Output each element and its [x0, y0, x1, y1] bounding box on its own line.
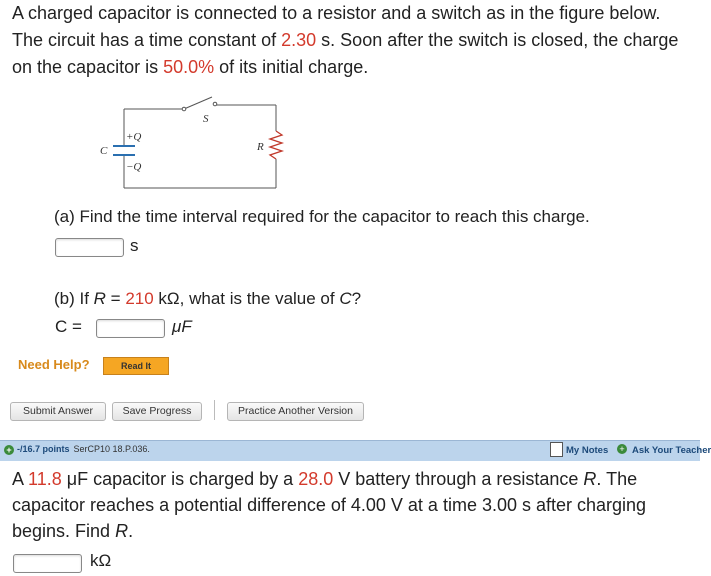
problem-code: SerCP10 18.P.036.: [73, 444, 150, 454]
part-b-question: [54, 289, 361, 309]
save-progress-button[interactable]: Save Progress: [112, 402, 202, 421]
part-b-text-3: ?: [351, 289, 362, 308]
ask-your-teacher-link[interactable]: Ask Your Teacher: [632, 445, 711, 456]
resistance-value: 210: [125, 289, 154, 308]
charge-percent-value: 50.0%: [163, 57, 215, 77]
intro-text-3: of its initial charge.: [214, 57, 369, 77]
time-constant-value: 2.30: [281, 30, 317, 50]
problem-2-answer-input[interactable]: [13, 554, 82, 573]
button-divider: [214, 400, 215, 420]
intro-text-2: s. Soon after the switch is closed, the charge on the capacitor is: [12, 30, 679, 77]
problem-statement: [12, 0, 692, 81]
resistor: [270, 131, 282, 159]
switch-blade: [184, 97, 212, 109]
my-notes-link[interactable]: My Notes: [566, 445, 609, 456]
problem-2-statement: A 11.8 μF capacitor is charged by a 28.0 V battery through a resistance R. The capacitor reaches a potential difference of 4.00 V at a time 3.00 s after charging begins. Find R.: [12, 469, 647, 541]
part-b-c-symbol: C: [339, 289, 352, 308]
problem-2-unit: kΩ: [90, 551, 112, 570]
part-b-text-2: kΩ, what is the value of: [153, 289, 340, 308]
part-b-unit: μF: [172, 317, 192, 336]
battery-voltage-value: 28.0: [298, 469, 334, 489]
c-equals-label: C =: [55, 317, 82, 336]
resistor-label: R: [257, 141, 264, 153]
circuit-figure: [80, 88, 300, 198]
submit-answer-button[interactable]: Submit Answer: [10, 402, 106, 421]
capacitance-value: 11.8: [28, 469, 62, 489]
read-it-button[interactable]: Read It: [103, 357, 169, 375]
switch-pivot: [182, 107, 186, 111]
minus-q-label: −Q: [126, 161, 142, 173]
part-b-r-symbol: R: [93, 289, 106, 308]
part-b-text: (b) If: [54, 289, 94, 308]
switch-label: S: [203, 113, 209, 125]
notes-checkbox-icon[interactable]: [550, 442, 563, 457]
part-a-unit: s: [130, 236, 139, 255]
capacitor-label: C: [100, 145, 108, 157]
part-b-answer-input[interactable]: [96, 319, 165, 338]
plus-q-label: +Q: [126, 131, 142, 143]
part-b-equals: =: [105, 289, 126, 308]
intro-text: A charged capacitor is connected to a resistor and a switch as in the figure below. The circuit has a time constant of: [12, 3, 661, 50]
need-help-label: Need Help?: [18, 357, 90, 372]
problem-points: + -/16.7 points SerCP10 18.P.036.: [4, 444, 150, 455]
part-a-question: (a) Find the time interval required for the capacitor to reach this charge.: [54, 207, 590, 226]
part-a-answer-input[interactable]: [55, 238, 124, 257]
ask-teacher-plus-icon[interactable]: +: [617, 444, 627, 454]
practice-another-version-button[interactable]: Practice Another Version: [227, 402, 364, 421]
expand-plus-icon[interactable]: +: [4, 445, 14, 455]
